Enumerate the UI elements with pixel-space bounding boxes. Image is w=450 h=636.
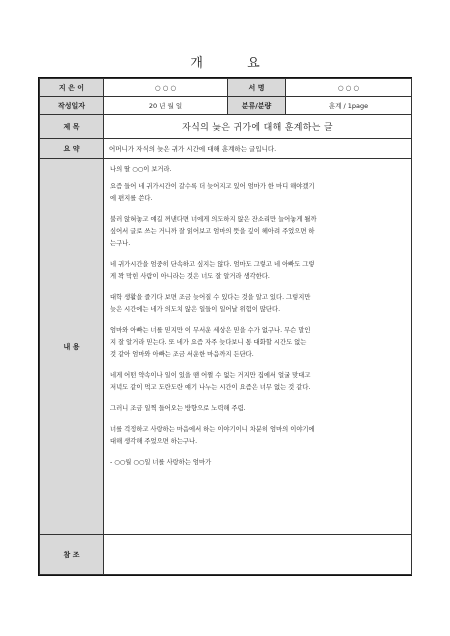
content-label: 내 용 (40, 159, 104, 535)
content-paragraph: 그러니 조금 일찍 들어오는 방향으로 노력해 주렴. (110, 405, 246, 412)
category-label: 분류/분량 (228, 97, 286, 115)
date-value: 20 년 월 일 (104, 97, 228, 115)
content-paragraph: 대학 생활을 즐기다 보면 조금 늦어질 수 있다는 것을 알고 있다. 그렇지만 늦은 시간에는 네가 의도치 않은 일들이 일어날 위험이 많단다. (110, 294, 311, 313)
content-paragraph: 네게 어떤 약속이나 일이 있을 땐 어쩔 수 없는 거지만 집에서 얼굴 맞대고 저녁도 같이 먹고 도란도란 얘기 나누는 시간이 요즘은 너무 없는 것 같다. (110, 372, 311, 391)
subject-label: 제 목 (40, 115, 104, 139)
category-value: 훈계 / 1page (286, 97, 412, 115)
signature-label: 서 명 (228, 79, 286, 97)
reference-row (40, 535, 412, 575)
content-row (40, 159, 412, 535)
date-label: 작성일자 (40, 97, 104, 115)
author-label: 지 은 이 (40, 79, 104, 97)
page-title: 개 요 (190, 56, 280, 71)
content-paragraph: 요즘 들어 네 귀가시간이 갈수록 더 늦어지고 있어 엄마가 한 마디 해야겠기 에 편지를 쓴다. (110, 183, 315, 202)
author-value: ○ ○ ○ (104, 79, 228, 97)
summary-label: 요 약 (40, 139, 104, 159)
content-paragraph: 엄마와 아빠는 너를 믿지만 이 무서운 세상은 믿을 수가 없구나. 무슨 말인 지 잘 알거라 믿는다. 또 네가 요즘 자주 늦다보니 통 대화할 시간도 없는 것 같아 엄마와 아빠는 조금 서운한 마음까지 든단다. (110, 327, 311, 358)
signature-value: ○ ○ ○ (286, 79, 412, 97)
reference-value (104, 535, 412, 575)
summary-value: 어머니가 자식의 늦은 귀가 시간에 대해 훈계하는 글입니다. (104, 139, 412, 159)
content-paragraph: 불러 앉혀놓고 얘길 꺼낸다면 너에게 의도하지 않은 잔소리만 늘어놓게 될까 싶어서 글로 쓰는 거니까 잘 읽어보고 엄마의 뜻을 깊이 헤아려 주었으면 하 는구나. (110, 216, 317, 247)
overview-sheet (38, 77, 412, 576)
summary-row (40, 139, 412, 159)
content-body (104, 159, 412, 535)
author-row (40, 79, 412, 97)
content-paragraph: 네 귀가시간을 엄중히 단속하고 싶지는 않다. 엄마도 그렇고 네 아빠도 그렇 게 꽉 막힌 사람이 아니라는 것은 너도 잘 알거라 생각한다. (110, 261, 315, 280)
subject-value: 자식의 늦은 귀가에 대해 훈계하는 글 (104, 115, 412, 139)
date-row (40, 97, 412, 115)
subject-row (40, 115, 412, 139)
overview-table (39, 78, 412, 575)
content-signoff: - ○○월 ○○일 너를 사랑하는 엄마가 (110, 459, 212, 466)
reference-label: 참 조 (40, 535, 104, 575)
content-paragraph: 너를 걱정하고 사랑하는 마음에서 하는 이야기이니 차분히 엄마의 이야기에 대해 생각해 주었으면 하는구나. (110, 426, 315, 445)
content-paragraph: 나의 딸 ○○이 보거라. (110, 166, 172, 173)
